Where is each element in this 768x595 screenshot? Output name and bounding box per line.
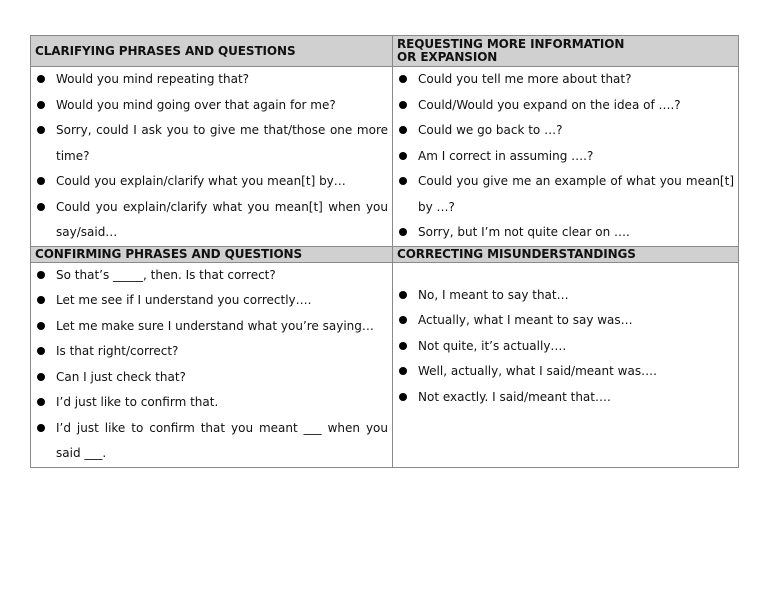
body-row-1: [31, 67, 739, 247]
bullet-icon: [37, 101, 45, 109]
requesting-cell: [393, 67, 739, 247]
list-item: [393, 385, 738, 411]
list-item: [393, 359, 738, 385]
list-item: [393, 220, 738, 246]
list-item: [31, 118, 392, 169]
list-item-text: Actually, what I meant to say was…: [418, 313, 633, 327]
list-item-text: Am I correct in assuming ….?: [418, 148, 594, 163]
list-item-text: Is that right/correct?: [56, 344, 179, 358]
bullet-icon: [37, 203, 45, 211]
requesting-header-line1: REQUESTING MORE INFORMATION: [397, 37, 625, 51]
requesting-list: [393, 67, 738, 246]
confirming-cell: [31, 262, 393, 467]
list-item-text: I’d just like to confirm that.: [56, 395, 219, 409]
list-item: [31, 314, 392, 340]
requesting-header-line2: OR EXPANSION: [397, 50, 498, 64]
bullet-icon: [37, 177, 45, 185]
bullet-icon: [399, 228, 407, 236]
body-row-2: [31, 262, 739, 467]
list-item: [393, 308, 738, 334]
list-item: [31, 339, 392, 365]
bullet-icon: [399, 393, 407, 401]
list-item-text: Could/Would you expand on the idea of ….?: [418, 97, 681, 112]
bullet-icon: [399, 316, 407, 324]
list-item-text: Would you mind going over that again for me?: [56, 97, 336, 112]
header-row-2: [31, 246, 739, 262]
list-item: [31, 93, 392, 119]
list-item-text: Not quite, it’s actually….: [418, 338, 567, 353]
clarifying-cell: [31, 67, 393, 247]
list-item-text: Could you explain/clarify what you mean[t] when you say/said…: [56, 199, 388, 239]
correcting-header: CORRECTING MISUNDERSTANDINGS: [393, 246, 739, 262]
bullet-icon: [399, 291, 407, 299]
list-item: [393, 93, 738, 119]
list-item-text: I’d just like to confirm that you meant ___ when you said ___.: [56, 420, 388, 460]
confirming-list: [31, 263, 392, 467]
list-item: [393, 67, 738, 93]
list-item-text: Sorry, could I ask you to give me that/those one more time?: [56, 123, 388, 163]
bullet-icon: [399, 342, 407, 350]
list-item: [393, 144, 738, 170]
phrases-table: [30, 35, 739, 468]
list-item-text: Well, actually, what I said/meant was….: [418, 364, 657, 378]
list-item-text: Sorry, but I’m not quite clear on ….: [418, 225, 630, 239]
list-item: [31, 416, 392, 467]
bullet-icon: [37, 424, 45, 432]
list-item: [31, 67, 392, 93]
list-item-text: Could we go back to …?: [418, 123, 563, 137]
bullet-icon: [399, 177, 407, 185]
list-item: [393, 118, 738, 144]
list-item: [393, 283, 738, 309]
list-item: [31, 195, 392, 246]
bullet-icon: [37, 296, 45, 304]
list-item-text: Let me see if I understand you correctly….: [56, 293, 312, 307]
bullet-icon: [399, 126, 407, 134]
list-item: [31, 365, 392, 391]
bullet-icon: [399, 75, 407, 83]
list-item-text: Would you mind repeating that?: [56, 72, 250, 86]
bullet-icon: [37, 271, 45, 279]
list-item-text: So that’s _____, then. Is that correct?: [56, 267, 276, 282]
bullet-icon: [399, 152, 407, 160]
list-item-text: Let me make sure I understand what you’re saying…: [56, 318, 374, 333]
list-item-text: Could you give me an example of what you mean[t] by …?: [418, 174, 734, 214]
clarifying-header: CLARIFYING PHRASES AND QUESTIONS: [31, 36, 393, 67]
bullet-icon: [37, 126, 45, 134]
header-row-1: [31, 36, 739, 67]
requesting-header: [393, 36, 739, 67]
bullet-icon: [37, 398, 45, 406]
list-item-text: Can I just check that?: [56, 369, 186, 384]
list-item-text: Not exactly. I said/meant that….: [418, 389, 611, 404]
list-item: [393, 334, 738, 360]
bullet-icon: [37, 373, 45, 381]
bullet-icon: [399, 101, 407, 109]
bullet-icon: [399, 367, 407, 375]
list-item-text: Could you tell me more about that?: [418, 72, 632, 86]
bullet-icon: [37, 322, 45, 330]
confirming-header: CONFIRMING PHRASES AND QUESTIONS: [31, 246, 393, 262]
bullet-icon: [37, 347, 45, 355]
list-item: [393, 169, 738, 220]
list-item-text: No, I meant to say that…: [418, 287, 569, 302]
list-item: [31, 169, 392, 195]
list-item-text: Could you explain/clarify what you mean[t] by…: [56, 174, 346, 188]
correcting-list: [393, 263, 738, 411]
correcting-cell: [393, 262, 739, 467]
list-item: [31, 390, 392, 416]
list-item: [31, 263, 392, 289]
bullet-icon: [37, 75, 45, 83]
clarifying-list: [31, 67, 392, 246]
list-item: [31, 288, 392, 314]
